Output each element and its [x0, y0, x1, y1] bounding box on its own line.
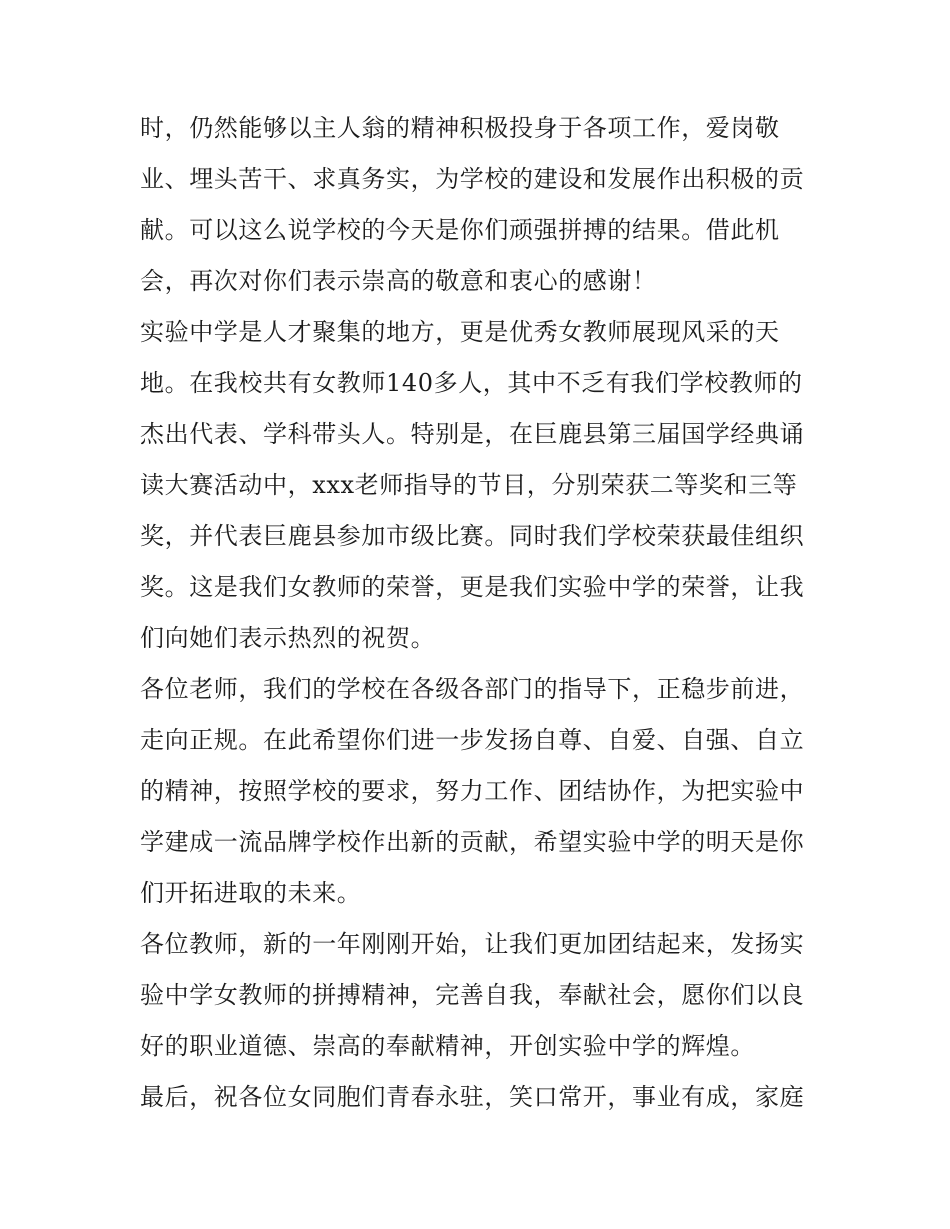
- text-line: 们开拓进取的未来。: [140, 879, 362, 907]
- text-line: 时，仍然能够以主人翁的精神积极投身于各项工作，爱岗敬: [140, 114, 780, 142]
- text-line: 奖，并代表巨鹿县参加市级比赛。同时我们学校荣获最佳组织: [140, 522, 805, 550]
- text-line: 读大赛活动中，xxx老师指导的节目，分别荣获二等奖和三等: [140, 471, 798, 499]
- paragraph: [140, 664, 820, 919]
- paragraph: [140, 307, 820, 664]
- text-line: 献。可以这么说学校的今天是你们顽强拼搏的结果。借此机: [140, 216, 780, 244]
- text-line: 会，再次对你们表示崇高的敬意和衷心的感谢！: [140, 267, 657, 295]
- text-line: 杰出代表、学科带头人。特别是，在巨鹿县第三届国学经典诵: [140, 420, 805, 448]
- text-line: 地。在我校共有女教师140多人，其中不乏有我们学校教师的: [140, 369, 803, 397]
- text-line: 各位教师，新的一年刚刚开始，让我们更加团结起来，发扬实: [140, 930, 805, 958]
- paragraph: [140, 919, 820, 1072]
- text-line: 学建成一流品牌学校作出新的贡献，希望实验中学的明天是你: [140, 828, 805, 856]
- paragraph: [140, 103, 820, 307]
- text-line: 业、埋头苦干、求真务实，为学校的建设和发展作出积极的贡: [140, 165, 805, 193]
- text-line: 验中学女教师的拼搏精神，完善自我，奉献社会，愿你们以良: [140, 981, 805, 1009]
- text-line: 奖。这是我们女教师的荣誉，更是我们实验中学的荣誉，让我: [140, 573, 805, 601]
- text-line: 们向她们表示热烈的祝贺。: [140, 624, 436, 652]
- text-line: 好的职业道德、崇高的奉献精神，开创实验中学的辉煌。: [140, 1032, 755, 1060]
- paragraph: [140, 1072, 820, 1123]
- text-line: 实验中学是人才聚集的地方，更是优秀女教师展现风采的天: [140, 318, 780, 346]
- text-line: 走向正规。在此希望你们进一步发扬自尊、自爱、自强、自立: [140, 726, 805, 754]
- body-text: [140, 103, 820, 1123]
- text-line: 各位老师，我们的学校在各级各部门的指导下，正稳步前进，: [140, 675, 805, 703]
- text-line: 的精神，按照学校的要求，努力工作、团结协作，为把实验中: [140, 777, 805, 805]
- text-line: 最后，祝各位女同胞们青春永驻，笑口常开，事业有成，家庭: [140, 1083, 805, 1111]
